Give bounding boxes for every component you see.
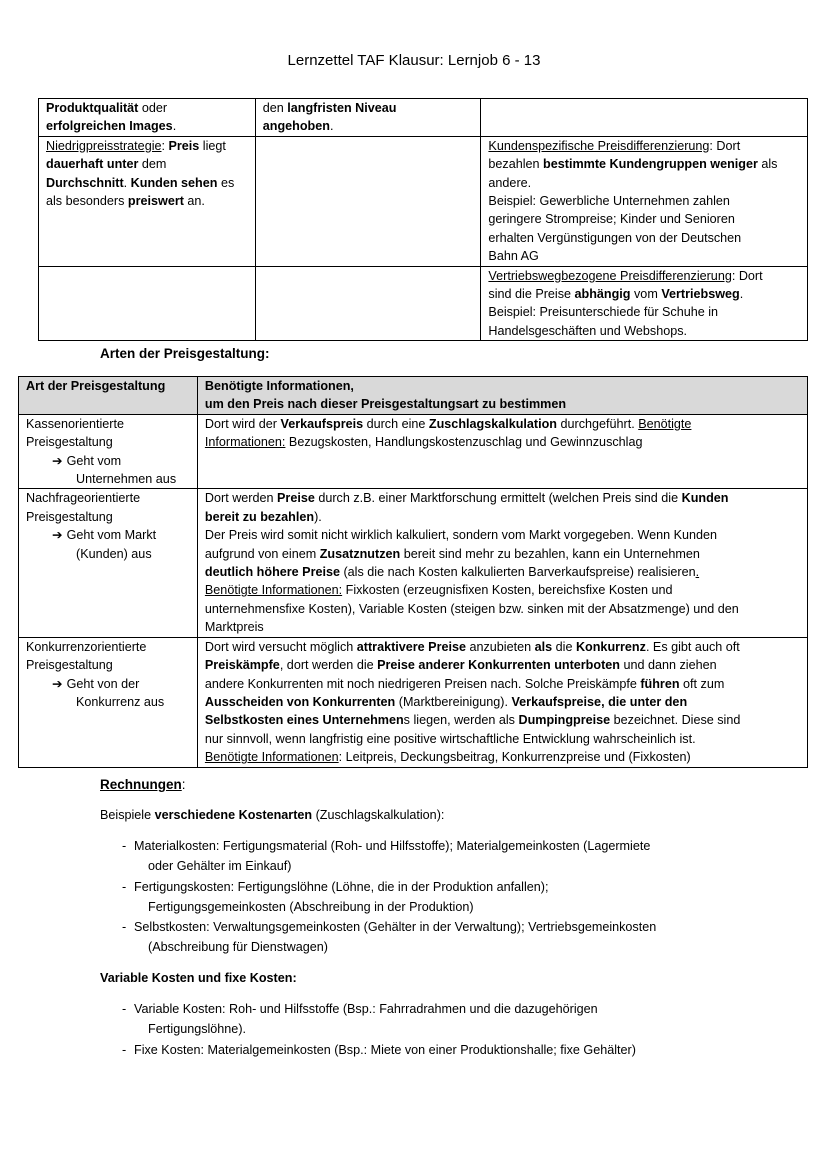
table-row <box>39 99 808 137</box>
table-header-row <box>19 377 808 415</box>
list-item: - Variable Kosten: Roh- und Hilfsstoffe (Bsp.: Fahrradrahmen und die dazugehörigen Fertigungslöhne). <box>122 1002 598 1036</box>
table-row <box>39 136 808 266</box>
table-cell <box>255 136 481 266</box>
table-row <box>19 637 808 767</box>
arrow-right-icon: ➔ <box>52 528 63 543</box>
table-cell: Dort werden Preise durch z.B. einer Marktforschung ermittelt (welchen Preis sind die Kunden bereit zu bezahlen). Der Preis wird somit nicht wirklich kalkuliert, sondern vom Markt vorgegeben. Wenn Kunden aufgrund von einem Zusatznutzen bereit sind mehr zu bezahlen, kann ein Unternehmen deutlich höhere Preise (als die nach Kosten kalkulierten Barverkaufspreise) realisieren. Benötigte Informationen: Fixkosten (erzeugnisfixen Kosten, bereichsfixe Kosten und unternehmensfixe Kosten), Variable Kosten (steigen bzw. sinken mit der Absatzmenge) und den Marktpreis <box>197 489 807 637</box>
table-cell: den langfristen Niveau angehoben. <box>255 99 481 137</box>
table-cell: Dort wird versucht möglich attraktivere Preise anzubieten als die Konkurrenz. Es gibt auch oft Preiskämpfe, dort werden die Preise anderer Konkurrenten unterboten und dann ziehen andere Konkurrenten mit noch niedrigeren Preisen nach. Solche Preiskämpfe führen oft zum Ausscheiden von Konkurrenten (Marktbereinigung). Verkaufspreise, die unter den Selbstkosten eines Unternehmens liegen, werden als Dumpingpreise bezeichnet. Diese sind nur sinnvoll, wenn langfristig eine positive wirtschaftliche Entwicklung wahrscheinlich ist. Benötigte Informationen: Leitpreis, Deckungsbeitrag, Konkurrenzpreise und (Fixkosten) <box>197 637 807 767</box>
table-cell: Kassenorientierte Preisgestaltung ➔ Geht vom Unternehmen aus <box>19 414 198 489</box>
table-row <box>19 489 808 637</box>
list-item: - Materialkosten: Fertigungsmaterial (Roh- und Hilfsstoffe); Materialgemeinkosten (Lagermiete oder Gehälter im Einkauf) <box>122 839 651 873</box>
arten-heading: Arten der Preisgestaltung: <box>100 346 270 361</box>
table-cell: Vertriebswegbezogene Preisdifferenzierung: Dort sind die Preise abhängig vom Vertriebsweg. Beispiel: Preisunterschiede für Schuhe in Handelsgeschäften und Webshops. <box>481 266 808 341</box>
preisstrategie-table <box>38 98 808 341</box>
table-cell <box>39 266 256 341</box>
table-cell <box>481 99 808 137</box>
list-item: - Fertigungskosten: Fertigungslöhne (Löhne, die in der Produktion anfallen); Fertigungsgemeinkosten (Abschreibung in der Produktion) <box>122 880 549 914</box>
table-cell: Kundenspezifische Preisdifferenzierung: Dort bezahlen bestimmte Kundengruppen weniger als andere. Beispiel: Gewerbliche Unternehmen zahlen geringere Strompreise; Kinder und Senioren erhalten Vergünstigungen von der Deutschen Bahn AG <box>481 136 808 266</box>
rechnungen-heading: Rechnungen: <box>100 777 186 792</box>
arrow-right-icon: ➔ <box>52 453 63 468</box>
variable-fixe-heading: Variable Kosten und fixe Kosten: <box>100 971 297 985</box>
table-cell: Produktqualität oder erfolgreichen Images. <box>39 99 256 137</box>
table-cell: Dort wird der Verkaufspreis durch eine Zuschlagskalkulation durchgeführt. Benötigte Informationen: Bezugskosten, Handlungskostenzuschlag und Gewinnzuschlag <box>197 414 807 489</box>
arten-table <box>18 376 808 768</box>
table-cell: Niedrigpreisstrategie: Preis liegt dauerhaft unter dem Durchschnitt. Kunden sehen es als besonders preiswert an. <box>39 136 256 266</box>
table-cell <box>255 266 481 341</box>
table-cell: Konkurrenzorientierte Preisgestaltung ➔ Geht von der Konkurrenz aus <box>19 637 198 767</box>
page-title: Lernzettel TAF Klausur: Lernjob 6 - 13 <box>287 52 541 69</box>
table-header-cell: Benötigte Informationen, um den Preis nach dieser Preisgestaltungsart zu bestimmen <box>197 377 807 415</box>
arrow-right-icon: ➔ <box>52 676 63 691</box>
list-item: - Fixe Kosten: Materialgemeinkosten (Bsp.: Miete von einer Produktionshalle; fixe Gehälter) <box>122 1043 636 1057</box>
table-cell: Nachfrageorientierte Preisgestaltung ➔ Geht vom Markt (Kunden) aus <box>19 489 198 637</box>
table-header-cell: Art der Preisgestaltung <box>19 377 198 415</box>
table-row <box>19 414 808 489</box>
table-row <box>39 266 808 341</box>
beispiele-text: Beispiele verschiedene Kostenarten (Zuschlagskalkulation): <box>100 808 445 822</box>
list-item: - Selbstkosten: Verwaltungsgemeinkosten (Gehälter in der Verwaltung); Vertriebsgemeinkosten (Abschreibung für Dienstwagen) <box>122 920 657 954</box>
